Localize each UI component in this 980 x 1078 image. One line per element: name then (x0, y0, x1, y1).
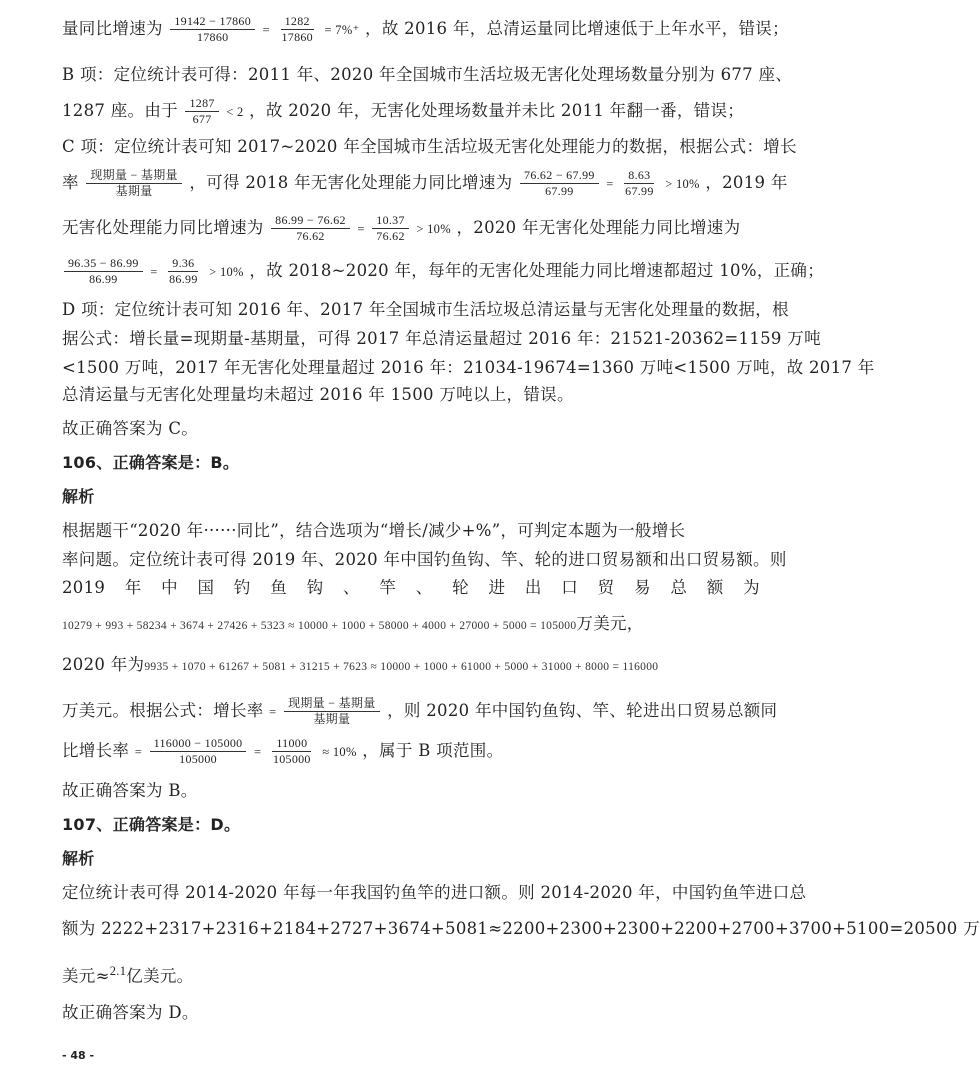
fraction: $\frac{10.37}{76.62}$ (372, 213, 409, 244)
text-line-12: 故正确答案为 C。 (62, 419, 199, 438)
fraction: $\frac{19142 - 17860}{17860}$ (170, 14, 255, 45)
text-line-5: 率 $\frac{\text{现期量 − 基期量}}{\text{基期量}}$ ，可得 2018 年无害化处理能力同比增速为 $\frac{76.62 - 67.99}{67.99}$ = $\frac{8.63}{67.99}$ > 10% ，2019 年 (62, 168, 788, 198)
text-line-1: 量同比增速为 $\frac{19142 - 17860}{17860}$ = $\frac{1282}{17860}$ = 7%⁺ ，故 2016 年，总清运量同比增速低于上年水平，错误； (62, 14, 789, 44)
text-line-2: B 项：定位统计表可得：2011 年、2020 年全国城市生活垃圾无害化处理场数量分别为 677 座、 (62, 65, 793, 84)
text-line-3: 1287 座。由于 $\frac{1287}{677}$ < 2 ，故 2020 年，无害化处理场数量并未比 2011 年翻一番，错误； (62, 96, 745, 126)
text-line-17: 2020 年为9935 + 1070 + 61267 + 5081 + 31215 + 7623 ≈ 10000 + 1000 + 61000 + 5000 + 31000 + 8000 = 116000 (62, 655, 659, 674)
text-line-18: 万美元。根据公式：增长率 = $\frac{\text{现期量 − 基期量}}{\text{基期量}}$ ，则 2020 年中国钓鱼钩、竿、轮进出口贸易总额同 (62, 696, 778, 726)
text-line-23: 美元≈$^{2.1}$亿美元。 (62, 964, 194, 986)
text-line-19: 比增长率 = $\frac{116000 - 105000}{105000}$ = $\frac{11000}{105000}$ ≈ 10% ，属于 B 项范围。 (62, 736, 504, 766)
text-line-10: <1500 万吨，2017 年无害化处理量超过 2016 年：21034-19674=1360 万吨<1500 万吨，故 2017 年 (62, 358, 875, 377)
fraction: $\frac{8.63}{67.99}$ (625, 168, 654, 198)
text-line-16: 10279 + 993 + 58234 + 3674 + 27426 + 5323 ≈ 10000 + 1000 + 58000 + 4000 + 27000 + 5000 = 105000万美元， (62, 614, 644, 633)
text-line-9: 据公式：增长量=现期量-基期量，可得 2017 年总清运量超过 2016 年：21521-20362=1159 万吨 (62, 329, 821, 348)
text-line-15: 2019 年 中 国 钓 鱼 钩 、 竿 、 轮 进 出 口 贸 易 总 额 为 (62, 578, 760, 597)
fraction: $\frac{116000 - 105000}{105000}$ (150, 736, 247, 767)
text-line-13: 根据题干“2020 年······同比”，结合选项为“增长/减少+%”，可判定本题为一般增长 (62, 521, 686, 540)
text-line-6: 无害化处理能力同比增速为 $\frac{86.99 - 76.62}{76.62}$ = $\frac{10.37}{76.62}$ > 10% ，2020 年无害化处理能力同比增速为 (62, 213, 741, 243)
fraction: $\frac{1287}{677}$ (185, 96, 218, 127)
text: 量同比增速为 (62, 19, 163, 38)
fraction: $\frac{1282}{17860}$ (281, 14, 313, 44)
text-line-11: 总清运量与无害化处理量均未超过 2016 年 1500 万吨以上，错误。 (62, 385, 574, 404)
fraction: $\frac{11000}{105000}$ (272, 736, 311, 766)
analysis-label-106: 解析 (62, 487, 95, 506)
text-line-8: D 项：定位统计表可知 2016 年、2017 年全国城市生活垃圾总清运量与无害化处理量的数据，根 (62, 300, 789, 319)
answer-heading-107: 107、正确答案是：D。 (62, 815, 241, 834)
fraction: $\frac{86.99 - 76.62}{76.62}$ (271, 213, 350, 244)
text-line-14: 率问题。定位统计表可得 2019 年、2020 年中国钓鱼钩、竿、轮的进口贸易额和出口贸易额。则 (62, 550, 787, 569)
fraction: $\frac{\text{现期量 − 基期量}}{\text{基期量}}$ (284, 696, 379, 727)
text-line-4: C 项：定位统计表可知 2017~2020 年全国城市生活垃圾无害化处理能力的数据，根据公式：增长 (62, 137, 797, 156)
fraction: $\frac{76.62 - 67.99}{67.99}$ (520, 168, 599, 199)
text-line-7: $\frac{96.35 - 86.99}{86.99}$ = $\frac{9.36}{86.99}$ > 10% ，故 2018~2020 年，每年的无害化处理能力同比增速都超过 10%，正确； (62, 256, 760, 287)
text-line-24: 故正确答案为 D。 (62, 1003, 199, 1022)
analysis-label-107: 解析 (62, 849, 95, 868)
text-line-20: 故正确答案为 B。 (62, 781, 198, 800)
text-line-21: 定位统计表可得 2014-2020 年每一年我国钓鱼竿的进口额。则 2014-2020 年，中国钓鱼竿进口总 (62, 883, 807, 902)
answer-heading-106: 106、正确答案是：B。 (62, 453, 240, 472)
fraction: $\frac{\text{现期量 − 基期量}}{\text{基期量}}$ (86, 168, 181, 199)
text-line-22: 额为 2222+2317+2316+2184+2727+3674+5081≈2200+2300+2300+2200+2700+3700+5100=20500 万 (62, 919, 980, 938)
fraction: $\frac{96.35 - 86.99}{86.99}$ (64, 256, 143, 287)
page-number: - 48 - (62, 1049, 95, 1062)
fraction: $\frac{9.36}{86.99}$ (169, 256, 198, 286)
